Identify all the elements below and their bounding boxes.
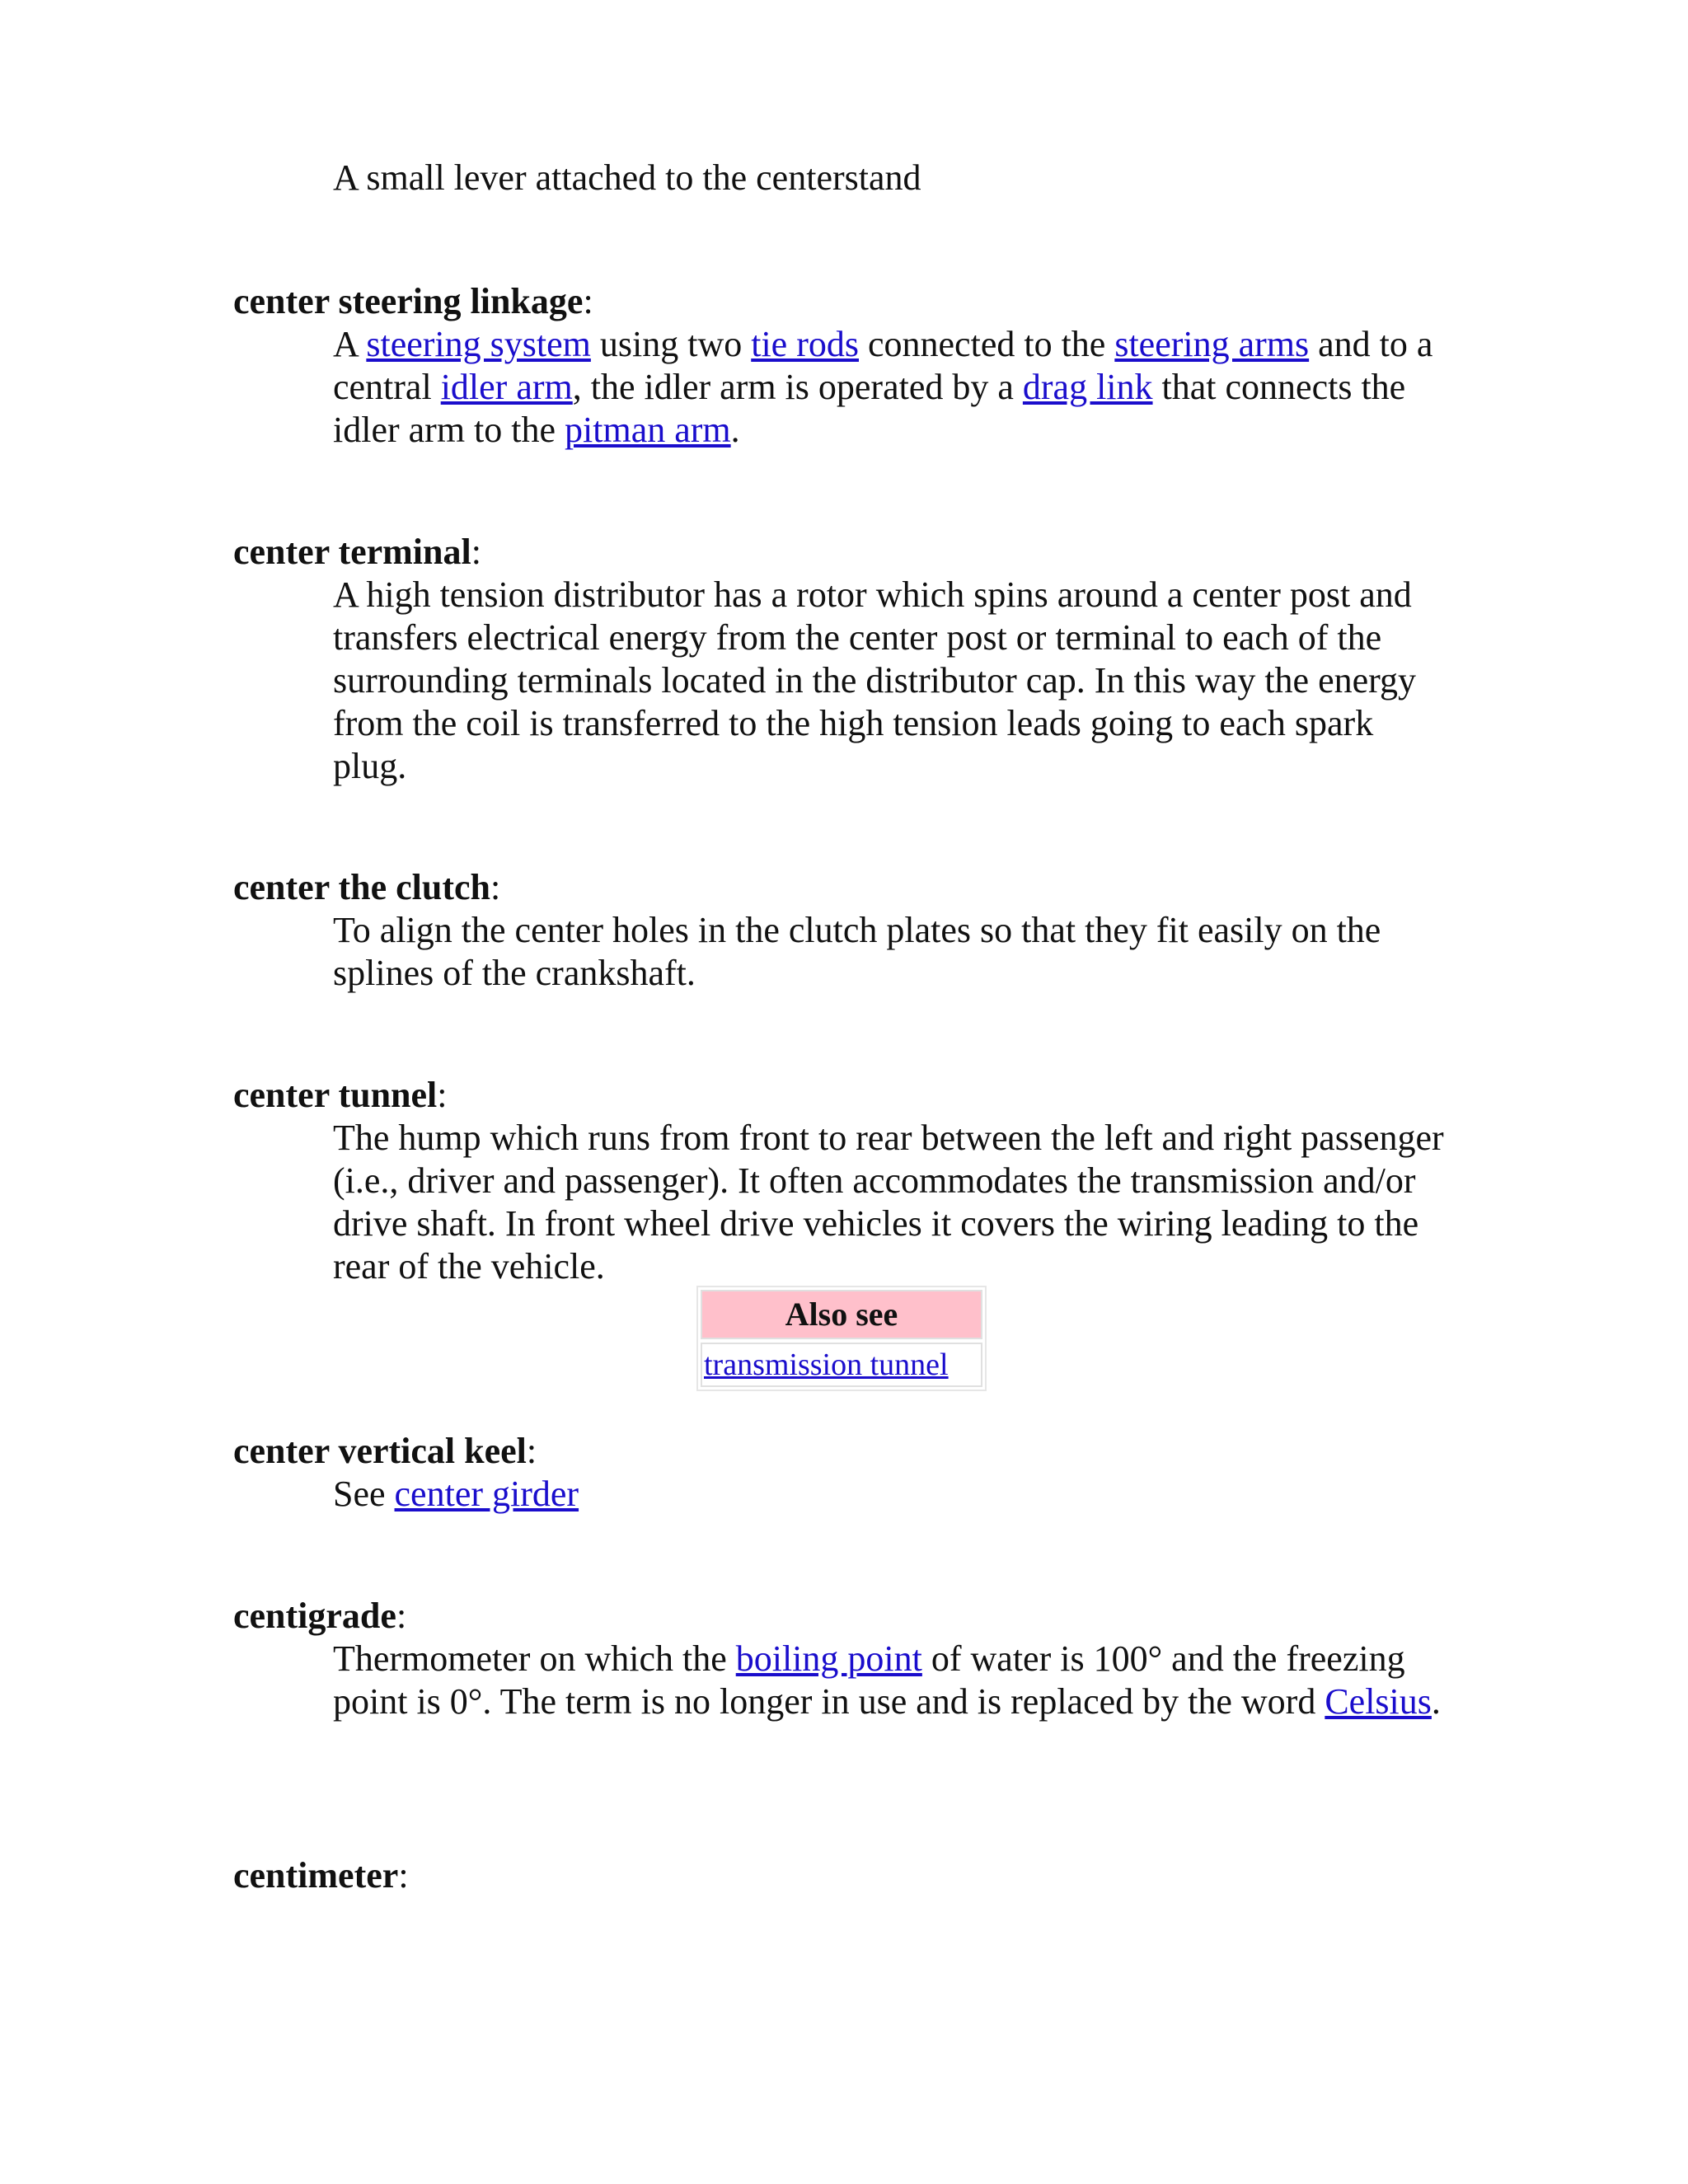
link-steering-system[interactable]: steering system xyxy=(366,324,591,364)
link-center-girder[interactable]: center girder xyxy=(394,1474,579,1514)
link-boiling-point[interactable]: boiling point xyxy=(735,1638,922,1679)
term-heading: center steering linkage: xyxy=(233,281,593,321)
link-tie-rods[interactable]: tie rods xyxy=(751,324,859,364)
term-heading: center the clutch: xyxy=(233,867,501,907)
link-pitman-arm[interactable]: pitman arm xyxy=(565,410,731,450)
entry-center-terminal xyxy=(233,531,1453,788)
link-idler-arm[interactable]: idler arm xyxy=(440,367,573,407)
definition: To align the center holes in the clutch plates so that they fit easily on the splines of the crankshaft. xyxy=(333,910,1381,993)
entry-centerstand-lever xyxy=(233,157,1453,199)
definition: The hump which runs from front to rear between the left and right passenger (i.e., driver and passenger). It often accommodates the transmission and/or drive shaft. In front wheel drive vehicles it covers the wiring leading to the rear of the vehicle. xyxy=(333,1118,1444,1286)
also-see-table xyxy=(696,1286,987,1391)
entry-center-vertical-keel xyxy=(233,1430,1453,1516)
term-heading: centimeter: xyxy=(233,1855,409,1896)
entry-centimeter xyxy=(233,1854,1453,1897)
entry-center-the-clutch xyxy=(233,866,1453,995)
definition: A high tension distributor has a rotor which spins around a center post and transfers electrical energy from the center post or terminal to each of the surrounding terminals located in the distributor cap. In this way the energy from the coil is transferred to the high tension leads going to each spark plug. xyxy=(333,574,1416,786)
definition: A small lever attached to the centerstand xyxy=(333,157,921,198)
entry-center-steering-linkage xyxy=(233,280,1453,452)
term-heading: center tunnel: xyxy=(233,1075,448,1115)
link-celsius[interactable]: Celsius xyxy=(1325,1681,1432,1722)
definition: Thermometer on which the boiling point of water is 100° and the freezing point is 0°. The term is no longer in use and is replaced by the word Celsius. xyxy=(333,1638,1441,1722)
link-transmission-tunnel[interactable]: transmission tunnel xyxy=(704,1347,949,1382)
term-heading: center terminal: xyxy=(233,532,481,572)
link-steering-arms[interactable]: steering arms xyxy=(1114,324,1310,364)
also-see-heading: Also see xyxy=(701,1290,982,1339)
term-heading: centigrade: xyxy=(233,1596,407,1636)
definition: See center girder xyxy=(333,1474,579,1514)
definition: A steering system using two tie rods connected to the steering arms and to a central idler arm, the idler arm is operated by a drag link that connects the idler arm to the pitman arm. xyxy=(333,324,1433,450)
term-heading: center vertical keel: xyxy=(233,1431,537,1471)
entry-centigrade xyxy=(233,1595,1453,1723)
also-see-cell xyxy=(701,1343,982,1387)
entry-center-tunnel xyxy=(233,1074,1453,1288)
link-drag-link[interactable]: drag link xyxy=(1022,367,1153,407)
